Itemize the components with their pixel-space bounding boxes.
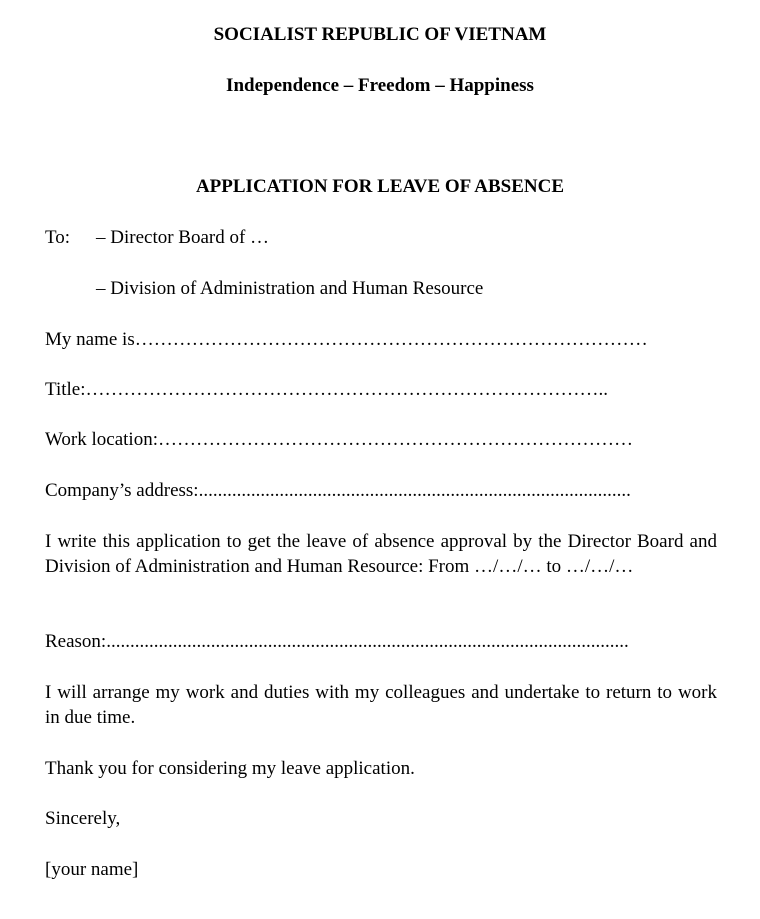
country-heading: SOCIALIST REPUBLIC OF VIETNAM [213,24,547,45]
recipient-line-2: – Division of Administration and Human Resource [96,278,484,299]
reason-field: Reason:.............................................................................................................. [45,631,629,652]
work-location-field: Work location:………………………………………………………………… [45,429,633,450]
signature-placeholder: [your name] [45,859,139,880]
undertaking-paragraph: I will arrange my work and duties with my colleagues and undertake to return to work in due time. [45,682,717,728]
thanks-line: Thank you for considering my leave application. [45,758,415,779]
document-title: APPLICATION FOR LEAVE OF ABSENCE [195,176,565,197]
recipient-line-1: – Director Board of … [96,227,270,248]
request-paragraph: I write this application to get the leave of absence approval by the Director Board and Division of Administration and Human Resource: From …/…/… to …/…/… [45,531,717,577]
title-field: Title:……………………………………………………………………….. [45,379,608,400]
company-address-field: Company’s address:........................................................................................... [45,480,631,501]
salutation: Sincerely, [45,808,121,829]
motto-heading: Independence – Freedom – Happiness [226,75,534,96]
to-label: To: [45,227,71,248]
name-field: My name is……………………………………………………………………… [45,329,648,350]
